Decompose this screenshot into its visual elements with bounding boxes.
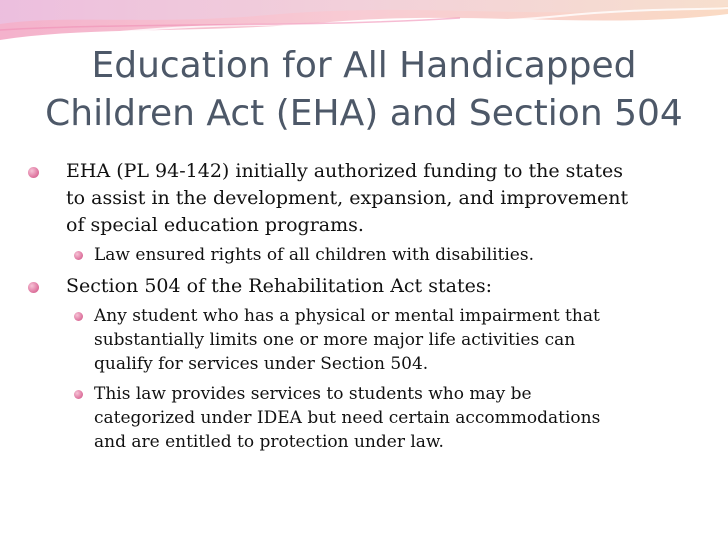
slide-title-line-1: Education for All Handicapped xyxy=(91,45,637,86)
bullet-eha-line-1: EHA (PL 94-142) initially authorized funding to the states xyxy=(66,160,624,182)
sub-bullet-this-law-provides xyxy=(26,382,706,454)
sub-bullet-any-student-line-1: Any student who has a physical or mental impairment that xyxy=(94,306,600,326)
sub-bullet-this-law-provides-line-3: and are entitled to protection under law. xyxy=(94,432,444,452)
pink-circle-bullet-icon xyxy=(28,282,39,293)
bullet-eha xyxy=(26,158,706,239)
sub-bullet-any-student-line-2: substantially limits one or more major life activities can xyxy=(94,330,576,350)
sub-bullet-any-student xyxy=(26,304,706,376)
sub-bullet-this-law-provides-line-1: This law provides services to students who may be xyxy=(94,384,532,404)
sub-bullet-law-ensured-rights xyxy=(26,243,706,267)
bullet-eha-line-3: of special education programs. xyxy=(66,214,364,236)
sub-bullet-law-ensured-rights-line-1: Law ensured rights of all children with disabilities. xyxy=(94,245,534,265)
pink-circle-bullet-icon xyxy=(74,251,83,260)
slide-body xyxy=(26,158,706,460)
slide-title xyxy=(0,42,728,138)
bullet-section-504 xyxy=(26,273,706,300)
bullet-section-504-line-1: Section 504 of the Rehabilitation Act states: xyxy=(66,275,492,297)
pink-circle-bullet-icon xyxy=(74,390,83,399)
sub-bullet-any-student-line-3: qualify for services under Section 504. xyxy=(94,354,429,374)
pink-circle-bullet-icon xyxy=(28,167,39,178)
sub-bullet-this-law-provides-line-2: categorized under IDEA but need certain accommodations xyxy=(94,408,601,428)
bullet-eha-line-2: to assist in the development, expansion, and improvement xyxy=(66,187,629,209)
pink-circle-bullet-icon xyxy=(74,312,83,321)
slide-title-line-2: Children Act (EHA) and Section 504 xyxy=(45,93,683,134)
